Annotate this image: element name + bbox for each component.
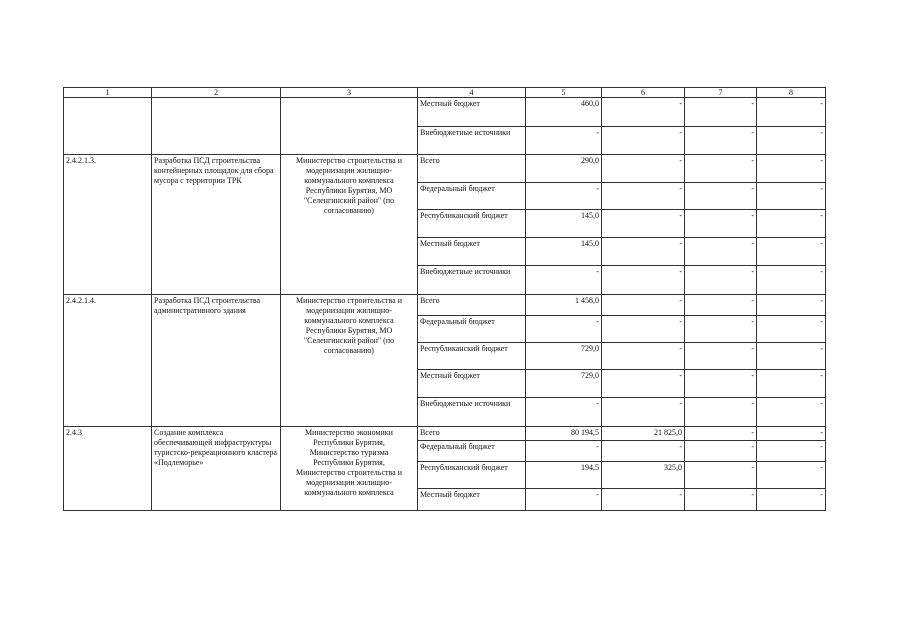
col-number: 5	[526, 88, 602, 98]
value-col7: -	[685, 489, 757, 511]
funding-source: Федеральный бюджет	[418, 441, 526, 462]
value-col7: -	[685, 316, 757, 343]
value-col5: 145,0	[526, 210, 602, 238]
value-col8: -	[757, 98, 826, 127]
executor-line: Республики Бурятия,	[313, 438, 385, 447]
funding-source: Всего	[418, 155, 526, 183]
value-col6: -	[602, 127, 685, 155]
value-col6: -	[602, 370, 685, 398]
funding-source: Всего	[418, 427, 526, 441]
value-col8: -	[757, 155, 826, 183]
value-col7: -	[685, 398, 757, 427]
value-col8: -	[757, 266, 826, 295]
value-col6: -	[602, 489, 685, 511]
col-number: 1	[64, 88, 152, 98]
value-col5: 290,0	[526, 155, 602, 183]
executor-line: модернизации жилищно-	[306, 306, 392, 315]
value-col6: -	[602, 98, 685, 127]
executor-line: "Селенгинский район" (по	[303, 196, 395, 205]
value-col8: -	[757, 427, 826, 441]
col-number: 8	[757, 88, 826, 98]
value-col7: -	[685, 427, 757, 441]
value-col6: -	[602, 441, 685, 462]
executor-line: Республики Бурятия, МО	[305, 326, 393, 335]
item-executor	[281, 155, 418, 295]
funding-source: Местный бюджет	[418, 238, 526, 266]
executor-line: модернизации жилищно-	[306, 478, 392, 487]
value-col7: -	[685, 266, 757, 295]
value-col5: -	[526, 266, 602, 295]
value-col6: -	[602, 316, 685, 343]
executor-line: Республики Бурятия, МО	[305, 186, 393, 195]
value-col8: -	[757, 238, 826, 266]
table-row	[64, 98, 826, 127]
table-row	[64, 427, 826, 441]
value-col8: -	[757, 462, 826, 489]
funding-source: Местный бюджет	[418, 489, 526, 511]
blank-name-cell	[152, 98, 281, 155]
value-col6: 21 825,0	[602, 427, 685, 441]
executor-line: коммунального комплекса	[304, 316, 394, 325]
value-col7: -	[685, 462, 757, 489]
value-col7: -	[685, 295, 757, 316]
executor-line: модернизации жилищно-	[306, 166, 392, 175]
value-col5: 729,0	[526, 370, 602, 398]
value-col6: -	[602, 343, 685, 370]
value-col8: -	[757, 210, 826, 238]
item-code: 2.4.3	[64, 427, 152, 511]
funding-source: Местный бюджет	[418, 98, 526, 127]
value-col6: -	[602, 398, 685, 427]
value-col5: -	[526, 316, 602, 343]
value-col7: -	[685, 238, 757, 266]
funding-source: Внебюджетные источники	[418, 266, 526, 295]
value-col7: -	[685, 210, 757, 238]
executor-line: Министерство строительства и	[296, 296, 402, 305]
value-col5: 145,0	[526, 238, 602, 266]
funding-source: Местный бюджет	[418, 370, 526, 398]
value-col8: -	[757, 489, 826, 511]
funding-source: Всего	[418, 295, 526, 316]
item-name: Разработка ПСД строительства контейнерных площадок для сбора мусора с территории ТРК	[152, 155, 281, 295]
value-col8: -	[757, 441, 826, 462]
value-col5: -	[526, 127, 602, 155]
value-col7: -	[685, 155, 757, 183]
executor-line: коммунального комплекса	[304, 488, 394, 497]
value-col7: -	[685, 370, 757, 398]
value-col6: -	[602, 183, 685, 210]
value-col7: -	[685, 183, 757, 210]
executor-line: Республики Бурятия,	[313, 458, 385, 467]
col-number: 4	[418, 88, 526, 98]
value-col7: -	[685, 441, 757, 462]
funding-source: Внебюджетные источники	[418, 127, 526, 155]
executor-line: Министерство строительства и	[296, 468, 402, 477]
funding-source: Республиканский бюджет	[418, 462, 526, 489]
value-col6: -	[602, 210, 685, 238]
col-number: 3	[281, 88, 418, 98]
executor-line: коммунального комплекса	[304, 176, 394, 185]
value-col5: -	[526, 183, 602, 210]
item-executor	[281, 295, 418, 427]
value-col5: 80 194,5	[526, 427, 602, 441]
funding-source: Федеральный бюджет	[418, 183, 526, 210]
funding-source: Внебюджетные источники	[418, 398, 526, 427]
item-name: Разработка ПСД строительства административного здания	[152, 295, 281, 427]
value-col5: 729,0	[526, 343, 602, 370]
value-col6: -	[602, 238, 685, 266]
funding-source: Республиканский бюджет	[418, 343, 526, 370]
value-col6: -	[602, 155, 685, 183]
value-col8: -	[757, 398, 826, 427]
funding-source: Федеральный бюджет	[418, 316, 526, 343]
value-col6: -	[602, 295, 685, 316]
value-col5: -	[526, 398, 602, 427]
item-code: 2.4.2.1.3.	[64, 155, 152, 295]
executor-line: согласованию)	[324, 346, 374, 355]
value-col8: -	[757, 343, 826, 370]
value-col5: 1 458,0	[526, 295, 602, 316]
value-col5: -	[526, 489, 602, 511]
value-col7: -	[685, 98, 757, 127]
item-name: Создание комплекса обеспечивающей инфраструктуры туристско-рекреационного кластера «Подлеморье»	[152, 427, 281, 511]
value-col6: 325,0	[602, 462, 685, 489]
executor-line: Министерство строительства и	[296, 156, 402, 165]
col-number: 6	[602, 88, 685, 98]
value-col8: -	[757, 127, 826, 155]
executor-line: "Селенгинский район" (по	[303, 336, 395, 345]
value-col5: 460,0	[526, 98, 602, 127]
column-number-header	[64, 88, 826, 98]
value-col8: -	[757, 370, 826, 398]
value-col7: -	[685, 343, 757, 370]
executor-line: Министерство туризма	[309, 448, 389, 457]
funding-source: Республиканский бюджет	[418, 210, 526, 238]
table-row	[64, 155, 826, 183]
value-col5: 194,5	[526, 462, 602, 489]
value-col6: -	[602, 266, 685, 295]
blank-executor-cell	[281, 98, 418, 155]
budget-table	[63, 87, 826, 511]
value-col8: -	[757, 316, 826, 343]
item-code: 2.4.2.1.4.	[64, 295, 152, 427]
value-col8: -	[757, 183, 826, 210]
col-number: 7	[685, 88, 757, 98]
executor-line: согласованию)	[324, 206, 374, 215]
executor-line: Министерство экономики	[305, 428, 393, 437]
value-col8: -	[757, 295, 826, 316]
item-executor	[281, 427, 418, 511]
col-number: 2	[152, 88, 281, 98]
value-col7: -	[685, 127, 757, 155]
table-row	[64, 295, 826, 316]
blank-code-cell	[64, 98, 152, 155]
value-col5: -	[526, 441, 602, 462]
